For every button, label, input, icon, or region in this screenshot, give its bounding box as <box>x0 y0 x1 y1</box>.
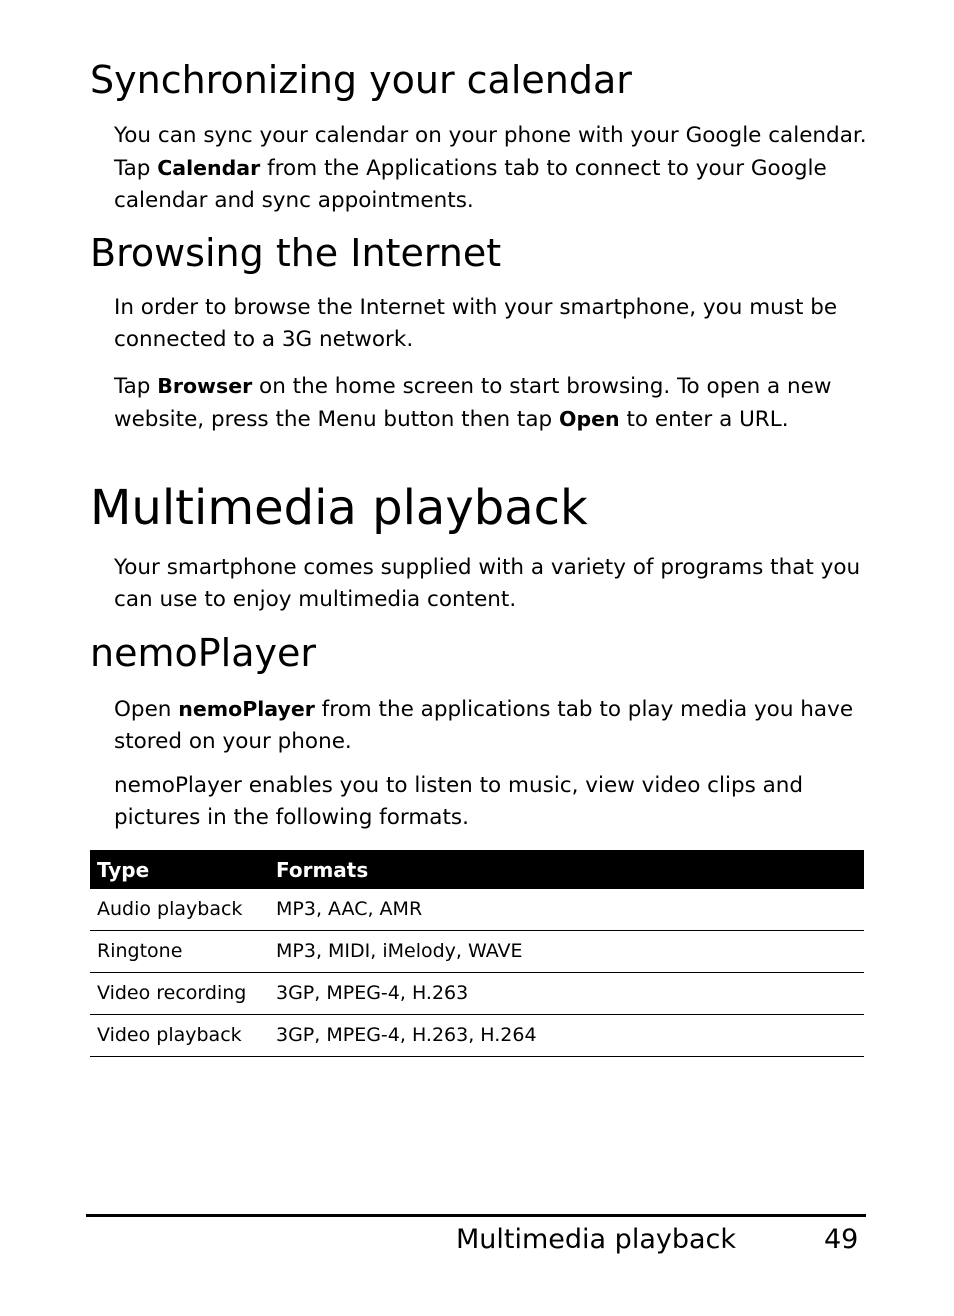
cell-type: Ringtone <box>90 931 269 973</box>
table-row <box>90 1015 864 1057</box>
table-row <box>90 889 864 931</box>
paragraph-text: You can sync your calendar on your phone with your Google calendar. Tap <box>114 123 867 181</box>
ui-term-browser: Browser <box>157 374 253 398</box>
heading-nemoplayer: nemoPlayer <box>90 631 316 675</box>
paragraph-browsing-howto <box>114 370 874 436</box>
paragraph-nemoplayer-open <box>114 693 874 758</box>
formats-table <box>90 850 864 1057</box>
paragraph-text: to enter a URL. <box>619 407 789 432</box>
cell-formats: MP3, MIDI, iMelody, WAVE <box>269 931 864 973</box>
table-header-row <box>90 850 864 889</box>
paragraph-text: Tap <box>114 374 158 399</box>
table-row <box>90 931 864 973</box>
ui-term-calendar: Calendar <box>157 156 261 180</box>
footer-divider <box>86 1214 866 1217</box>
paragraph-sync-calendar <box>114 120 874 217</box>
footer-section-title: Multimedia playback <box>456 1224 737 1255</box>
paragraph-text: from the applications tab to play media you have stored on your phone. <box>114 697 854 754</box>
paragraph-multimedia-intro: Your smartphone comes supplied with a variety of programs that you can use to enjoy multimedia content. <box>114 555 861 612</box>
heading-multimedia-playback: Multimedia playback <box>90 480 588 536</box>
paragraph-browsing-intro: In order to browse the Internet with your smartphone, you must be connected to a 3G network. <box>114 295 838 352</box>
cell-formats: 3GP, MPEG-4, H.263, H.264 <box>269 1015 864 1057</box>
paragraph-nemoplayer-formats: nemoPlayer enables you to listen to music, view video clips and pictures in the following formats. <box>114 773 804 830</box>
paragraph-text: on the home screen to start browsing. To open a new website, press the Menu button then tap <box>114 374 832 432</box>
paragraph-text: Open <box>114 697 179 722</box>
heading-sync-calendar: Synchronizing your calendar <box>90 58 632 102</box>
column-header-formats: Formats <box>269 850 864 889</box>
ui-term-nemoplayer: nemoPlayer <box>178 697 315 721</box>
page-number: 49 <box>824 1224 859 1255</box>
ui-term-open: Open <box>559 407 620 431</box>
heading-browsing: Browsing the Internet <box>90 231 502 275</box>
table-row <box>90 973 864 1015</box>
column-header-type: Type <box>90 850 269 889</box>
cell-formats: MP3, AAC, AMR <box>269 889 864 931</box>
cell-formats: 3GP, MPEG-4, H.263 <box>269 973 864 1015</box>
cell-type: Audio playback <box>90 889 269 931</box>
paragraph-text: from the Applications tab to connect to your Google calendar and sync appointments. <box>114 156 827 213</box>
cell-type: Video playback <box>90 1015 269 1057</box>
cell-type: Video recording <box>90 973 269 1015</box>
